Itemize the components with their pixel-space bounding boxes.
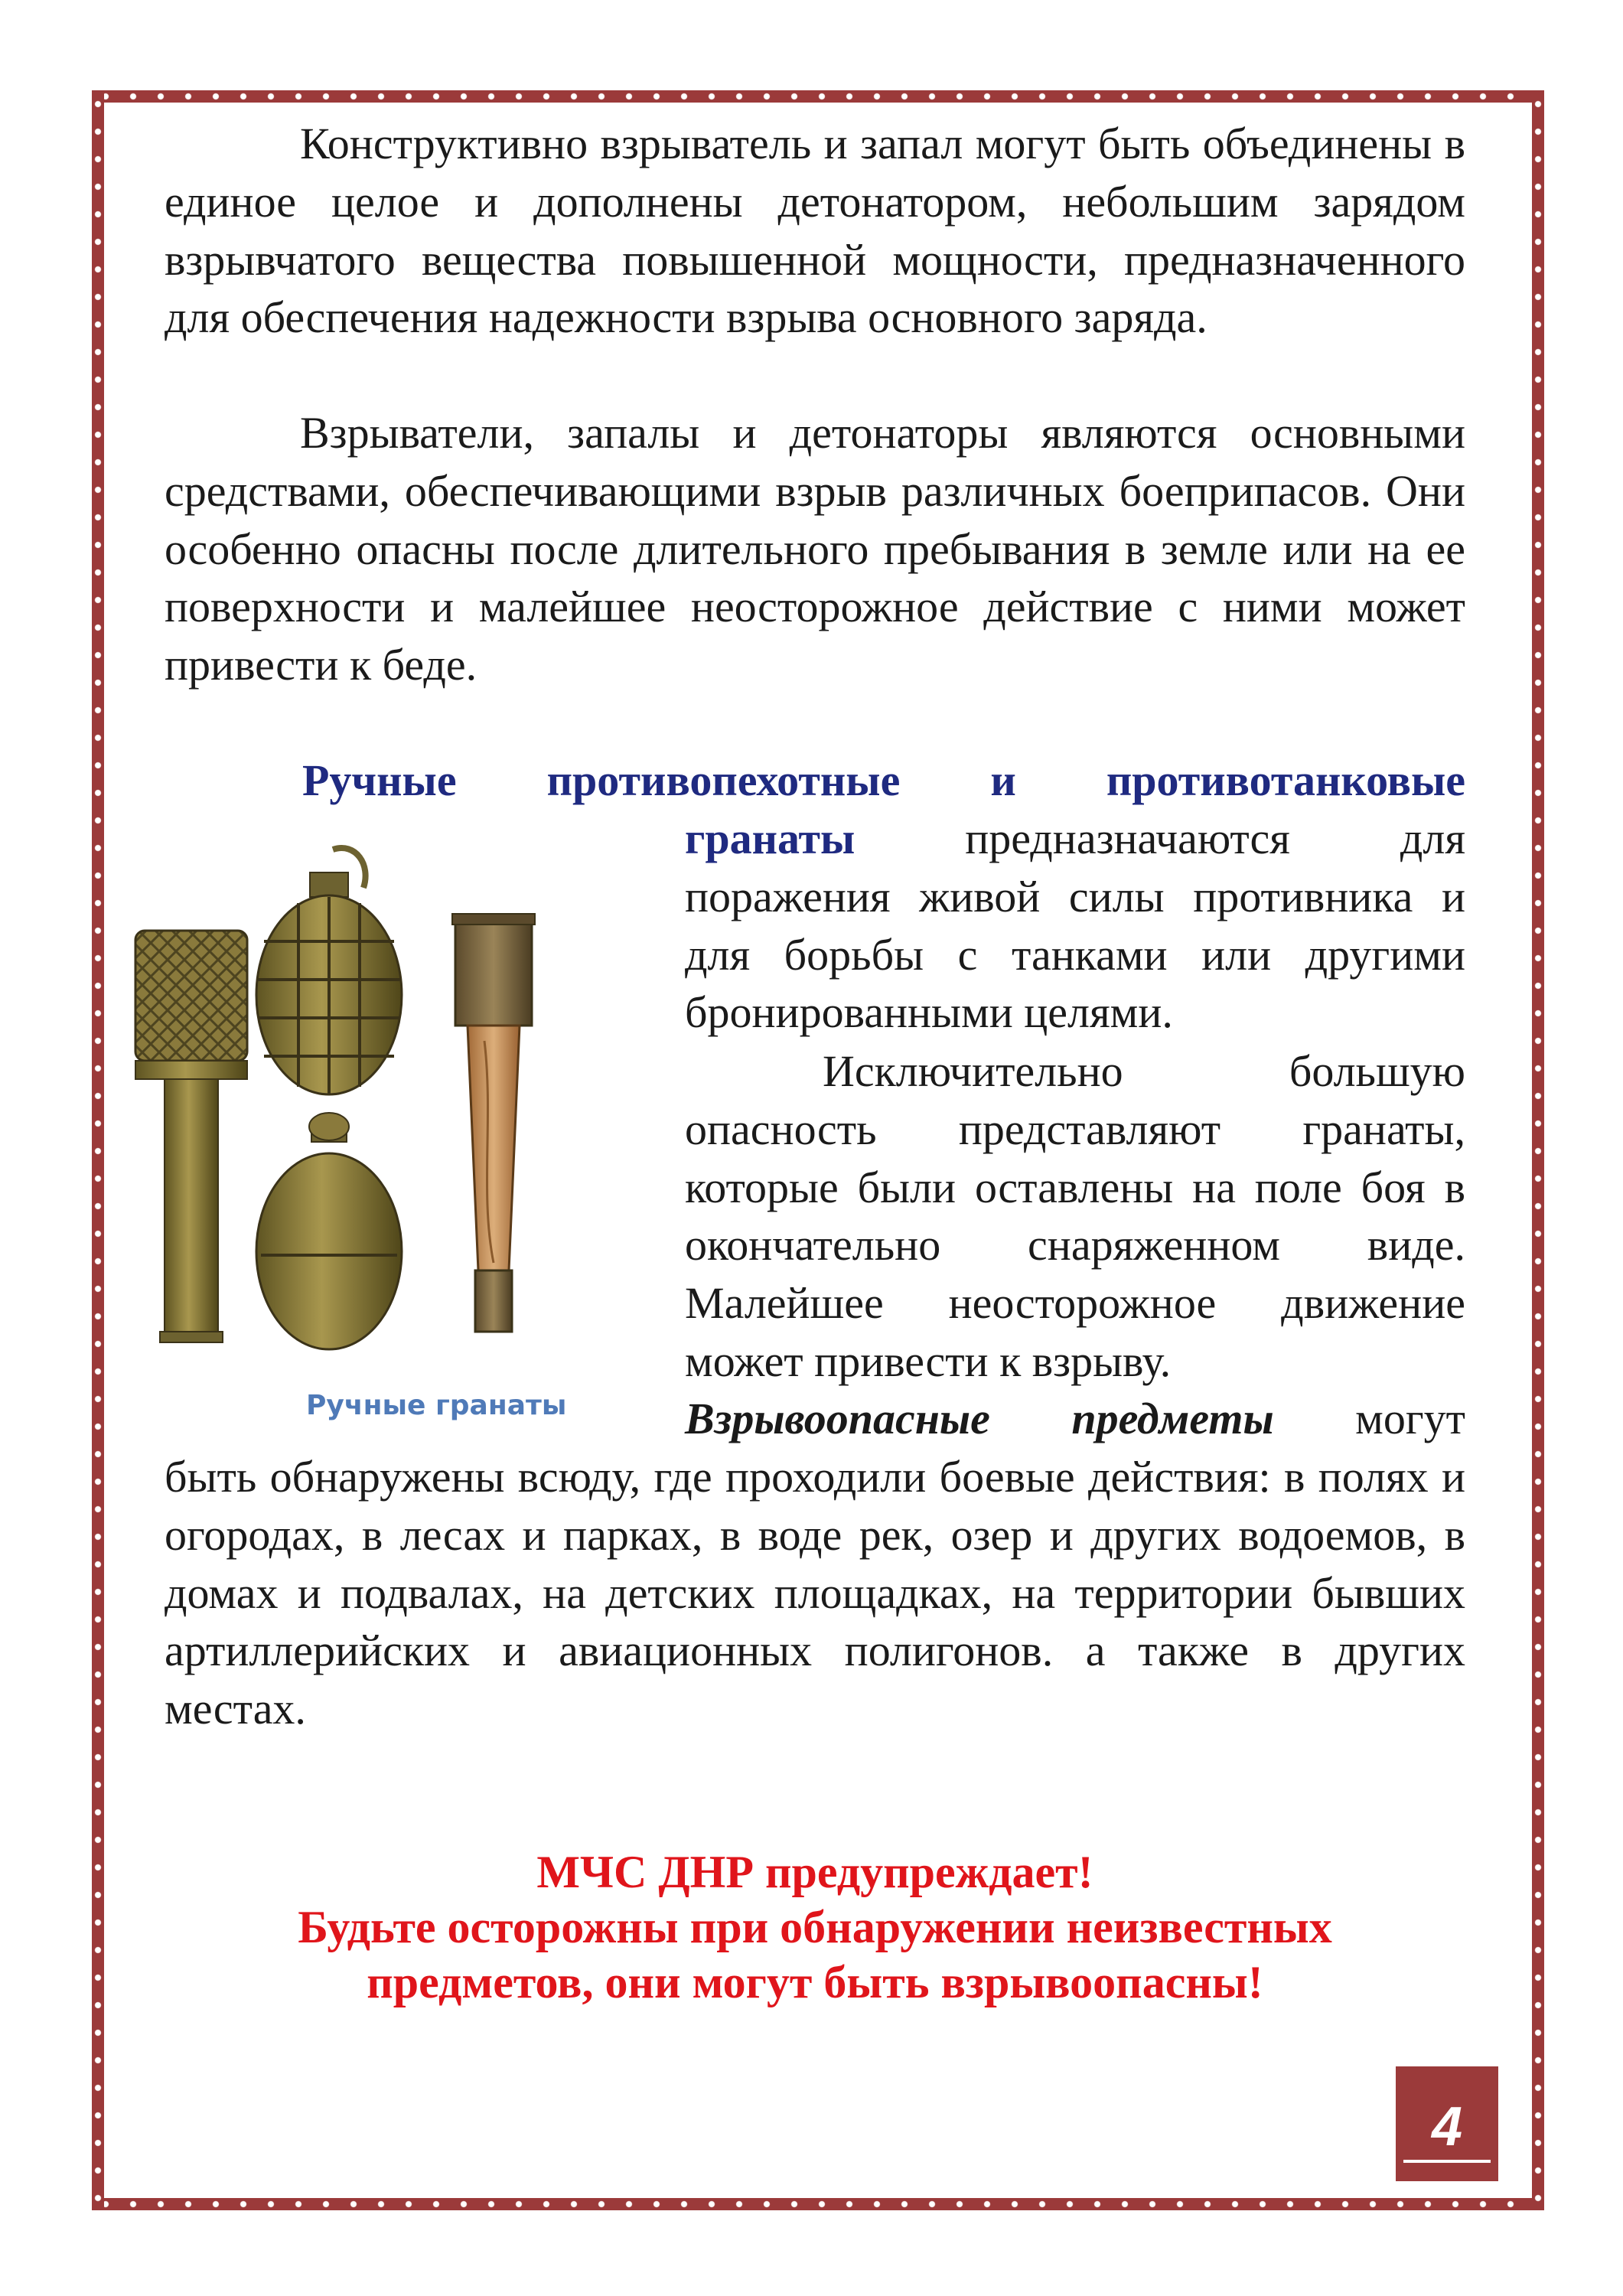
warning-title: МЧС ДНР предупреждает! (536, 1847, 1093, 1897)
warning-line-2: Будьте осторожны при обнаружении неизвестных (298, 1902, 1332, 1952)
page-number: 4 (1431, 2096, 1463, 2157)
warning-line-3: предметов, они могут быть взрывоопасны! (367, 1957, 1263, 2007)
explosive-items-term: Взрывоопасные предметы (685, 1394, 1274, 1443)
page-border-left (92, 90, 104, 2210)
explosive-items-term-rest: могут (1273, 1394, 1466, 1443)
page-border-top (92, 90, 1544, 103)
stick-grenade-icon (452, 914, 535, 1332)
grenades-heading-word: гранаты (685, 814, 855, 863)
grenades-heading: Ручные противопехотные и противотанковые (302, 755, 1465, 805)
paragraph-fuses-danger: Взрыватели, запалы и детонаторы являются основными средствами, обеспечивающими взрыв различных боеприпасов. Они особенно опасны после длительного пребывания в земле или на ее поверхности и малейшее неосторожное действие с ними может привести к беде. (165, 408, 1465, 690)
hand-grenades-illustration (134, 842, 647, 1355)
knurled-grenade-icon (135, 931, 247, 1342)
paragraph-grenades-purpose (685, 810, 1465, 1042)
explosive-items-line (685, 1390, 1465, 1448)
paragraph-explosive-locations: быть обнаружены всюду, где проходили боевые действия: в полях и огородах, в лесах и парках, в воде рек, озер и других водоемов, в домах и подвалах, на детских площадках, на территории бывших артиллерийских и авиационных полигонов. а также в других местах. (165, 1452, 1465, 1734)
segmented-grenade-icon (256, 848, 402, 1094)
paragraph-fuse-construction: Конструктивно взрыватель и запал могут быть объединены в единое целое и дополнены детонатором, небольшим зарядом взрывчатого вещества повышенной мощности, предназначенного для обеспечения надежности взрыва основного заряда. (165, 119, 1465, 343)
page-border-bottom (92, 2198, 1544, 2210)
page-number-underline (1403, 2160, 1491, 2163)
page-border-right (1532, 90, 1544, 2210)
figure-caption: Ручные гранаты (306, 1390, 567, 1421)
grenades-purpose-text: предназначаются для поражения живой силы противника и для борьбы с танками или другими бронированными целями. (685, 814, 1465, 1038)
page-number-badge (1396, 2066, 1498, 2181)
paragraph-grenades-danger: Исключительно большую опасность представляют гранаты, которые были оставлены на поле боя в окончательно снаряженном виде. Малейшее неосторожное движение может привести к взрыву. (685, 1046, 1465, 1386)
egg-grenade-icon (256, 1113, 402, 1349)
